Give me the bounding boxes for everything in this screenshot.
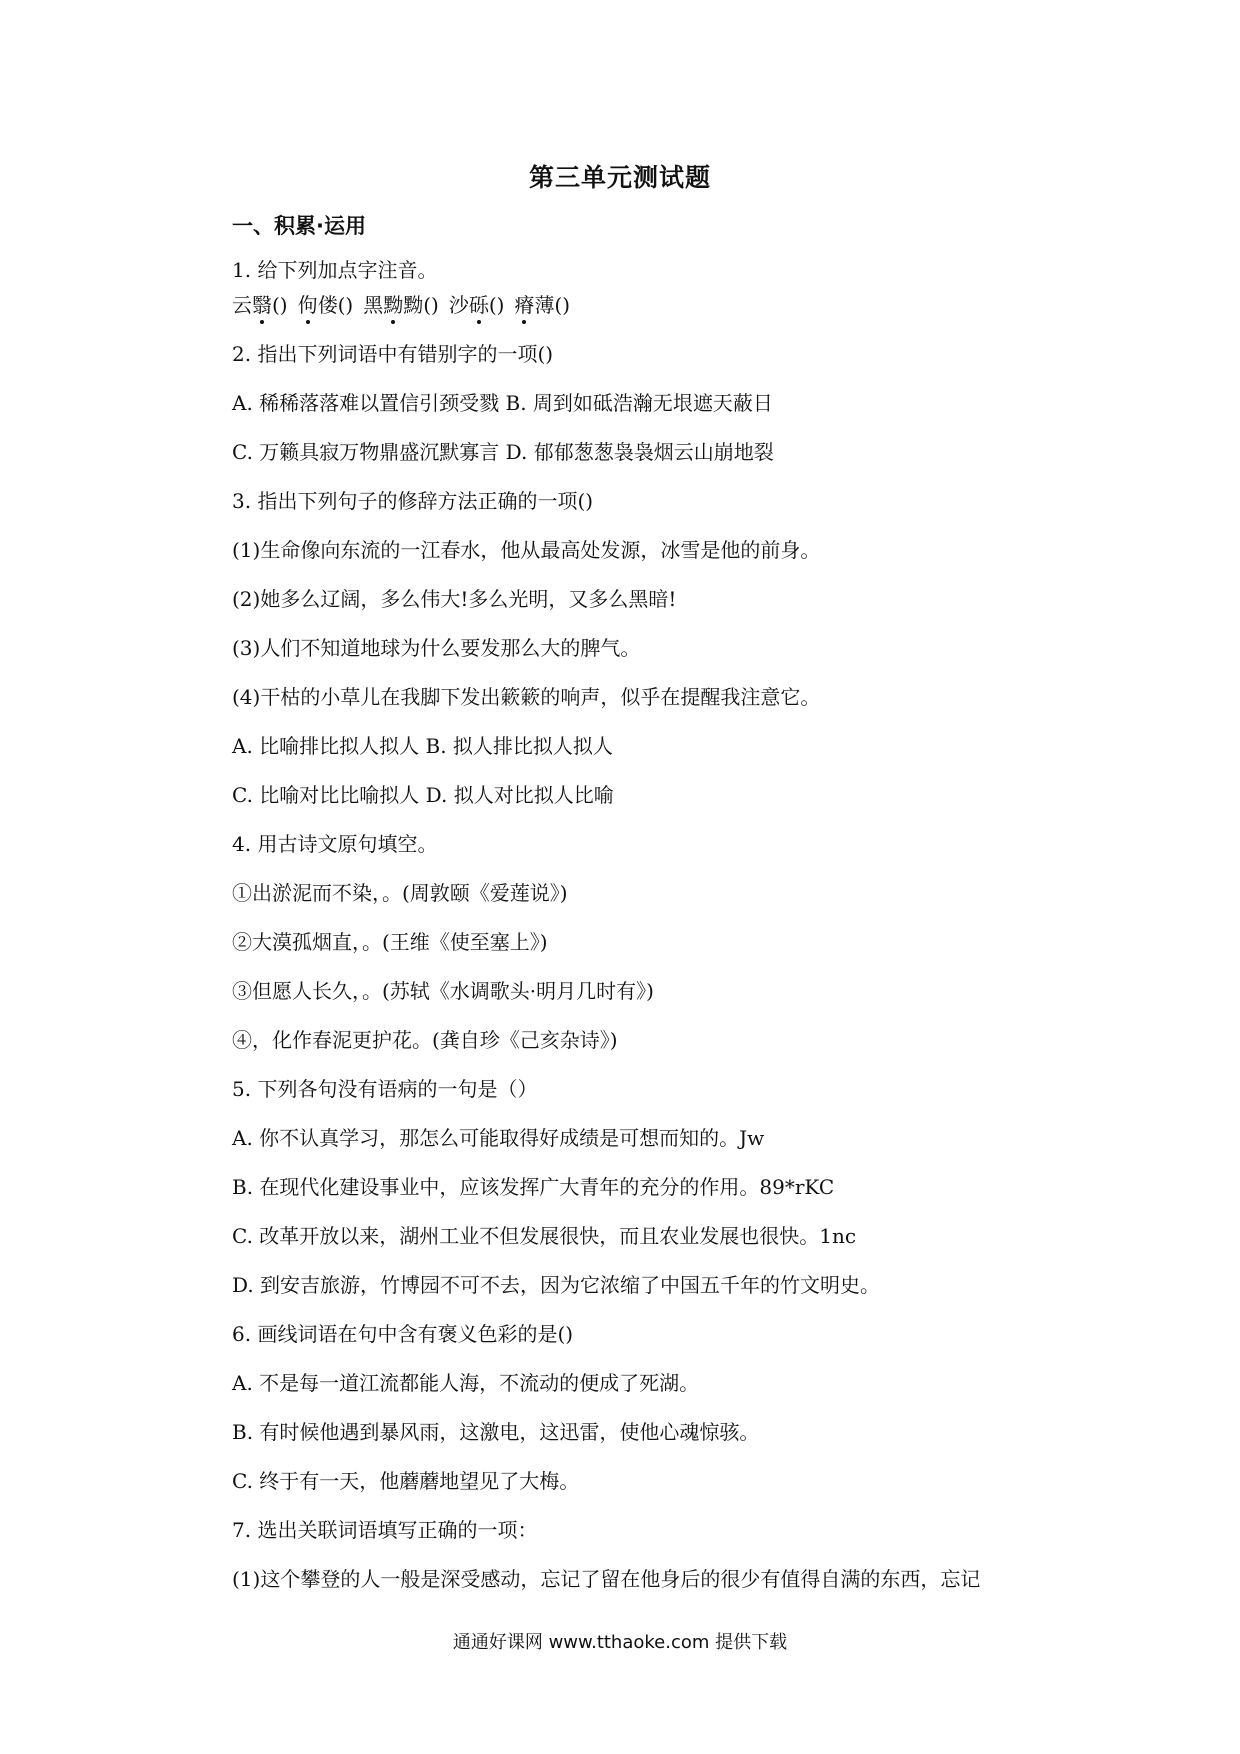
dotted-character: 佝 xyxy=(297,293,318,317)
text-line: ①出淤泥而不染，。(周敦颐《爱莲说》) xyxy=(232,881,568,905)
pinyin-item xyxy=(449,293,505,317)
text-line: C. 终于有一天，他蘑蘑地望见了大梅。 xyxy=(232,1469,580,1493)
question-1-items xyxy=(232,293,1062,317)
pinyin-item-pre: 黑 xyxy=(363,293,384,317)
text-line: ③但愿人长久，。(苏轼《水调歌头·明月几时有》) xyxy=(232,979,654,1003)
pinyin-item-post: () xyxy=(488,293,505,317)
pinyin-item xyxy=(514,293,570,317)
text-line: 6. 画线词语在句中含有褒义色彩的是() xyxy=(232,1322,574,1346)
text-line: 2. 指出下列词语中有错别字的一项() xyxy=(232,342,554,366)
pinyin-item-post: () xyxy=(272,293,288,317)
text-line: (1)这个攀登的人一般是深受感动，忘记了留在他身后的很少有值得自满的东西，忘记 xyxy=(232,1567,981,1591)
text-line: D. 到安吉旅游，竹博园不可不去，因为它浓缩了中国五千年的竹文明史。 xyxy=(232,1273,881,1297)
text-line: 4. 用古诗文原句填空。 xyxy=(232,832,438,856)
dotted-character: 瘠 xyxy=(514,293,535,317)
text-line: (3)人们不知道地球为什么要发那么大的脾气。 xyxy=(232,636,641,660)
question-1-prompt: 1. 给下列加点字注音。 xyxy=(232,258,438,282)
pinyin-item-pre: 沙 xyxy=(448,293,469,317)
text-line: ④，化作春泥更护花。(龚自珍《己亥杂诗》) xyxy=(232,1028,618,1052)
pinyin-item-post: 薄() xyxy=(534,293,571,317)
page-footer: 通通好课网 www.tthaoke.com 提供下载 xyxy=(452,1632,788,1653)
pinyin-item xyxy=(298,293,354,317)
text-line: B. 有时候他遇到暴风雨，这激电，这迅雷，使他心魂惊骇。 xyxy=(232,1420,760,1444)
text-line: A. 比喻排比拟人拟人 B. 拟人排比拟人拟人 xyxy=(232,734,613,758)
text-line: A. 稀稀落落难以置信引颈受戮 B. 周到如砥浩瀚无垠遮天蔽日 xyxy=(232,391,773,415)
pinyin-item-post: 黝() xyxy=(403,293,439,317)
text-line: B. 在现代化建设事业中，应该发挥广大青年的充分的作用。89*rKC xyxy=(232,1175,835,1199)
dotted-character: 黝 xyxy=(383,293,404,317)
text-line: 7. 选出关联词语填写正确的一项： xyxy=(232,1518,538,1542)
text-line: A. 不是每一道江流都能人海，不流动的便成了死湖。 xyxy=(232,1371,700,1395)
dotted-character: 翳 xyxy=(252,293,272,317)
pinyin-item-post: 偻() xyxy=(317,293,354,317)
question-lines xyxy=(232,342,1062,1591)
pinyin-item-pre: 云 xyxy=(232,293,252,317)
text-line: 3. 指出下列句子的修辞方法正确的一项() xyxy=(232,489,594,513)
text-line: C. 改革开放以来，湖州工业不但发展很快，而且农业发展也很快。1nc xyxy=(232,1224,857,1248)
text-line: (1)生命像向东流的一江春水，他从最高处发源，冰雪是他的前身。 xyxy=(232,538,821,562)
text-line: A. 你不认真学习，那怎么可能取得好成绩是可想而知的。Jw xyxy=(232,1126,765,1150)
dotted-character: 砾 xyxy=(468,293,489,317)
text-line: (4)干枯的小草儿在我脚下发出簌簌的响声，似乎在提醒我注意它。 xyxy=(232,685,821,709)
text-line: C. 比喻对比比喻拟人 D. 拟人对比拟人比喻 xyxy=(232,783,614,807)
section-heading: 一、积累·运用 xyxy=(232,214,366,238)
text-line: (2)她多么辽阔，多么伟大!多么光明，又多么黑暗! xyxy=(232,587,677,611)
pinyin-item xyxy=(363,293,439,317)
page-title: 第三单元测试题 xyxy=(528,163,711,192)
text-line: C. 万籁具寂万物鼎盛沉默寡言 D. 郁郁葱葱袅袅烟云山崩地裂 xyxy=(232,440,774,464)
pinyin-item xyxy=(232,293,288,317)
question-content xyxy=(232,258,1062,1616)
text-line: ②大漠孤烟直，。(王维《使至塞上》) xyxy=(232,930,548,954)
text-line: 5. 下列各句没有语病的一句是（） xyxy=(232,1077,538,1101)
